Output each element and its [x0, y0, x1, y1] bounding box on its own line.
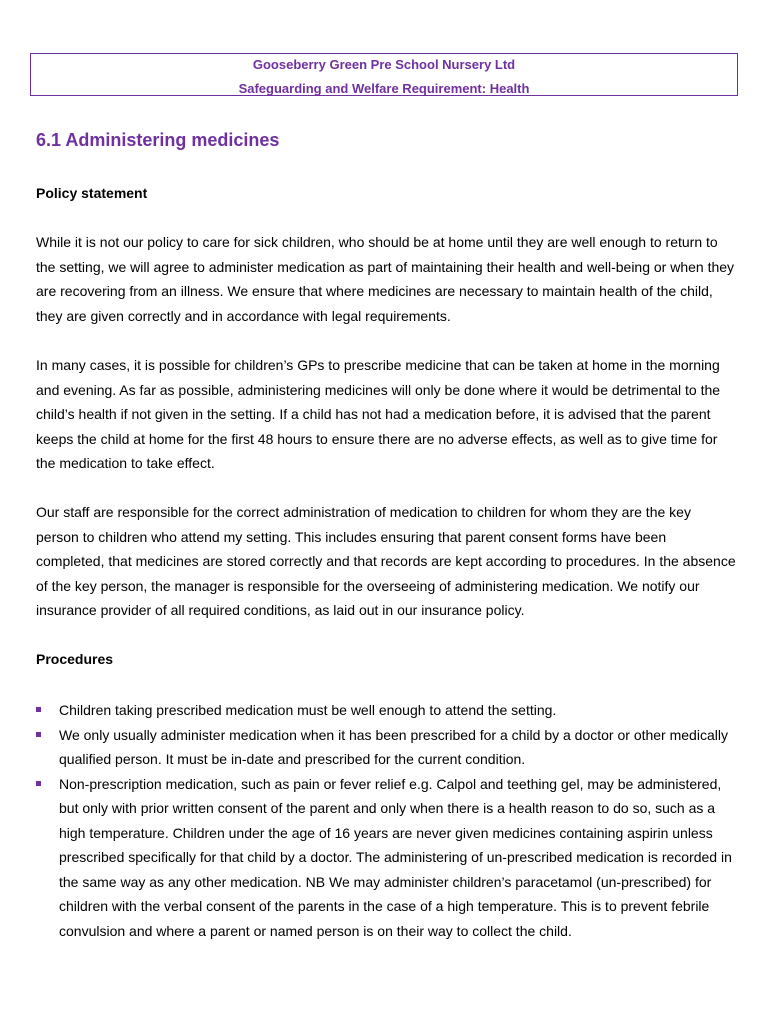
bullet-square-icon [36, 781, 41, 786]
policy-paragraph-3: Our staff are responsible for the correct administration of medication to children for whom they are the key person to children who attend my setting. This includes ensuring that parent consent forms have been completed, that medicines are stored correctly and that records are kept according to procedures. In the absence of the key person, the manager is responsible for the overseeing of administering medication. We notify our insurance provider of all required conditions, as laid out in our insurance policy. [36, 504, 736, 618]
procedure-item-text: We only usually administer medication when it has been prescribed for a child by a doctor or other medically qualified person. It must be in-date and prescribed for the current condition. [59, 726, 728, 767]
policy-paragraph-2: In many cases, it is possible for children’s GPs to prescribe medicine that can be taken at home in the morning and evening. As far as possible, administering medicines will only be done where it would be detrimental to the child’s health if not given in the setting. If a child has not had a medication before, it is advised that the parent keeps the child at home for the first 48 hours to ensure there are no adverse effects, as well as to give time for the medication to take effect. [36, 357, 721, 471]
procedure-item [36, 723, 736, 772]
policy-paragraph-1: While it is not our policy to care for sick children, who should be at home until they are well enough to return to the setting, we will agree to administer medication as part of maintaining their health and well-being or when they are recovering from an illness. We ensure that where medicines are necessary to maintain health of the child, they are given correctly and in accordance with legal requirements. [36, 234, 735, 324]
procedure-item-text: Children taking prescribed medication must be well enough to attend the setting. [59, 702, 557, 718]
bullet-square-icon [36, 732, 41, 737]
page-title: 6.1 Administering medicines [36, 130, 280, 150]
procedure-item [36, 698, 736, 723]
policy-statement-heading: Policy statement [36, 185, 148, 201]
bullet-square-icon [36, 707, 41, 712]
procedure-item [36, 772, 736, 944]
document-subtitle: Safeguarding and Welfare Requirement: Health [238, 81, 530, 96]
document-header [30, 53, 738, 96]
company-name: Gooseberry Green Pre School Nursery Ltd [252, 57, 516, 72]
procedures-list [36, 698, 736, 943]
procedure-item-text: Non-prescription medication, such as pain or fever relief e.g. Calpol and teething gel, may be administered, but only with prior written consent of the parent and only when there is a health reason to do so, such as a high temperature. Children under the age of 16 years are never given medicines containing aspirin unless prescribed specifically for that child by a doctor. The administering of un-prescribed medication is recorded in the same way as any other medication. NB We may administer children’s paracetamol (un-prescribed) for children with the verbal consent of the parents in the case of a high temperature. This is to prevent febrile convulsion and where a parent or named person is on their way to collect the child. [59, 775, 732, 939]
procedures-heading: Procedures [36, 651, 114, 667]
